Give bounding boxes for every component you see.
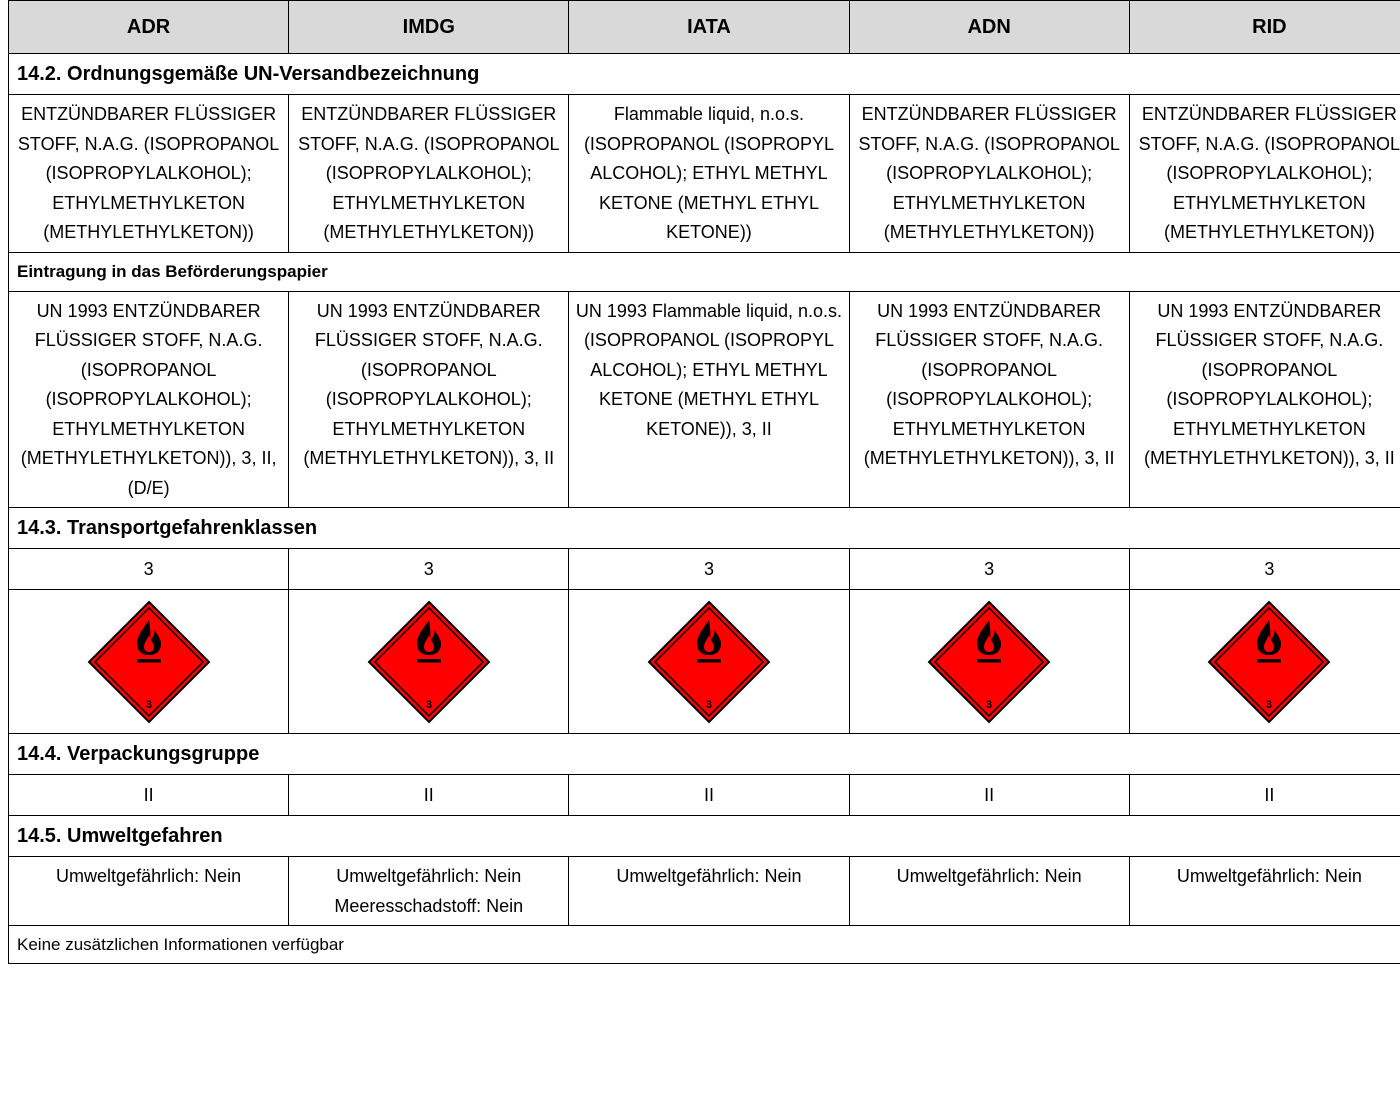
transport-document-rid: UN 1993 ENTZÜNDBARER FLÜSSIGER STOFF, N.A.G. (ISOPROPANOL (ISOPROPYLALKOHOL); ETHYLMETHYLKETON (METHYLETHYLKETON)), 3, II: [1129, 291, 1400, 508]
environment-adr: [9, 857, 289, 926]
transport-document-imdg: UN 1993 ENTZÜNDBARER FLÜSSIGER STOFF, N.A.G. (ISOPROPANOL (ISOPROPYLALKOHOL); ETHYLMETHYLKETON (METHYLETHYLKETON)), 3, II: [289, 291, 569, 508]
section-title-shipping-name: 14.2. Ordnungsgemäße UN-Versandbezeichnung: [9, 54, 1400, 95]
table-row: [9, 95, 1400, 253]
flammable-liquid-class-3-icon: [87, 600, 211, 724]
table-row: [9, 857, 1400, 926]
placard-class-number: 3: [425, 698, 432, 711]
hazard-class-imdg: 3: [289, 549, 569, 590]
environment-line: Umweltgefährlich: Nein: [616, 866, 802, 886]
placard-cell-adr: [9, 590, 289, 734]
placard-class-number: 3: [1266, 698, 1273, 711]
transport-document-iata: UN 1993 Flammable liquid, n.o.s. (ISOPROPANOL (ISOPROPYL ALCOHOL); ETHYL METHYL KETONE (METHYL ETHYL KETONE)), 3, II: [569, 291, 849, 508]
environment-line: Umweltgefährlich: Nein: [336, 866, 522, 886]
placard-cell-adn: [849, 590, 1129, 734]
placard-cell-imdg: [289, 590, 569, 734]
flammable-liquid-class-3-icon: [1207, 600, 1331, 724]
section-title-environmental-hazards: 14.5. Umweltgefahren: [9, 816, 1400, 857]
table-row: [9, 549, 1400, 590]
flammable-liquid-class-3-icon: [647, 600, 771, 724]
placard-class-number: 3: [705, 698, 713, 711]
marine-pollutant-line: Meeresschadstoff: Nein: [334, 895, 524, 916]
environment-adn: [849, 857, 1129, 926]
placard-class-number: 3: [986, 698, 993, 711]
hazard-class-iata: 3: [569, 549, 849, 590]
hazard-class-rid: 3: [1129, 549, 1400, 590]
transport-document-adn: UN 1993 ENTZÜNDBARER FLÜSSIGER STOFF, N.A.G. (ISOPROPANOL (ISOPROPYLALKOHOL); ETHYLMETHYLKETON (METHYLETHYLKETON)), 3, II: [849, 291, 1129, 508]
shipping-name-adr: ENTZÜNDBARER FLÜSSIGER STOFF, N.A.G. (ISOPROPANOL (ISOPROPYLALKOHOL); ETHYLMETHYLKETON (METHYLETHYLKETON)): [9, 95, 289, 253]
transport-document-adr: UN 1993 ENTZÜNDBARER FLÜSSIGER STOFF, N.A.G. (ISOPROPANOL (ISOPROPYLALKOHOL); ETHYLMETHYLKETON (METHYLETHYLKETON)), 3, II, (D/E): [9, 291, 289, 508]
shipping-name-imdg: ENTZÜNDBARER FLÜSSIGER STOFF, N.A.G. (ISOPROPANOL (ISOPROPYLALKOHOL); ETHYLMETHYLKETON (METHYLETHYLKETON)): [289, 95, 569, 253]
environment-line: Umweltgefährlich: Nein: [896, 866, 1082, 886]
placard-cell-rid: [1129, 590, 1400, 734]
flammable-liquid-class-3-icon: [927, 600, 1051, 724]
column-header-imdg: IMDG: [289, 1, 569, 54]
table-row: [9, 291, 1400, 508]
additional-info-note: Keine zusätzlichen Informationen verfügbar: [9, 926, 1400, 964]
placard-cell-iata: [569, 590, 849, 734]
transport-info-table: [8, 0, 1400, 964]
column-header-adn: ADN: [849, 1, 1129, 54]
packing-group-adr: II: [9, 775, 289, 816]
subsection-title-transport-document: Eintragung in das Beförderungspapier: [9, 252, 1400, 291]
environment-line: Umweltgefährlich: Nein: [1176, 866, 1362, 886]
header-row: [9, 1, 1400, 54]
section-title-packing-group: 14.4. Verpackungsgruppe: [9, 734, 1400, 775]
hazard-class-adr: 3: [9, 549, 289, 590]
column-header-rid: RID: [1129, 1, 1400, 54]
hazard-class-adn: 3: [849, 549, 1129, 590]
environment-rid: [1129, 857, 1400, 926]
packing-group-rid: II: [1129, 775, 1400, 816]
column-header-adr: ADR: [9, 1, 289, 54]
placard-class-number: 3: [145, 698, 152, 711]
packing-group-adn: II: [849, 775, 1129, 816]
environment-line: Umweltgefährlich: Nein: [56, 866, 242, 886]
flammable-liquid-class-3-icon: [367, 600, 491, 724]
column-header-iata: IATA: [569, 1, 849, 54]
environment-iata: [569, 857, 849, 926]
table-row: [9, 775, 1400, 816]
shipping-name-iata: Flammable liquid, n.o.s. (ISOPROPANOL (ISOPROPYL ALCOHOL); ETHYL METHYL KETONE (METHYL ETHYL KETONE)): [569, 95, 849, 253]
shipping-name-adn: ENTZÜNDBARER FLÜSSIGER STOFF, N.A.G. (ISOPROPANOL (ISOPROPYLALKOHOL); ETHYLMETHYLKETON (METHYLETHYLKETON)): [849, 95, 1129, 253]
shipping-name-rid: ENTZÜNDBARER FLÜSSIGER STOFF, N.A.G. (ISOPROPANOL (ISOPROPYLALKOHOL); ETHYLMETHYLKETON (METHYLETHYLKETON)): [1129, 95, 1400, 253]
environment-imdg: [289, 857, 569, 926]
placard-row: [9, 590, 1400, 734]
packing-group-iata: II: [569, 775, 849, 816]
section-title-hazard-classes: 14.3. Transportgefahrenklassen: [9, 508, 1400, 549]
packing-group-imdg: II: [289, 775, 569, 816]
